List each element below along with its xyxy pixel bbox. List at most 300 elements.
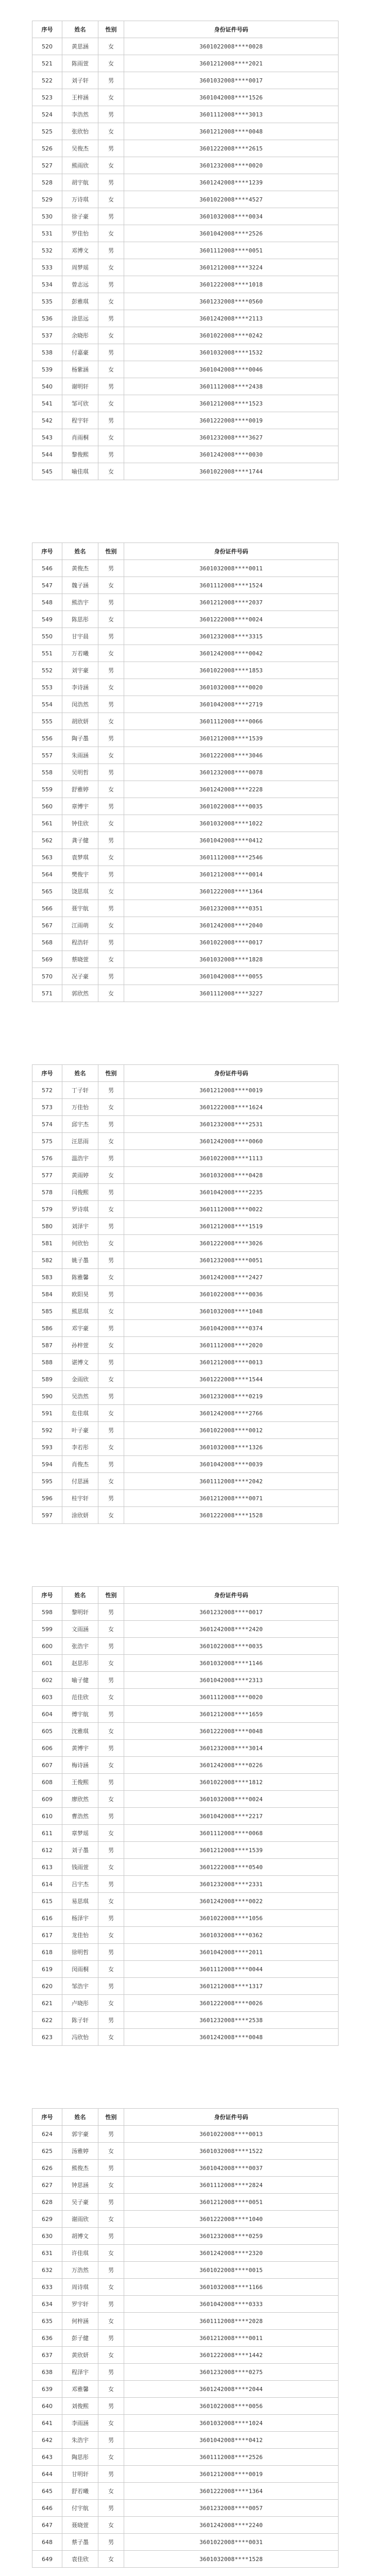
table-row [32,764,339,781]
cell-id-number: 3601242008****0030 [124,446,339,463]
cell-gender: 男 [98,174,124,191]
cell-id-number: 3601222008****0019 [124,412,339,429]
cell-index: 562 [32,832,62,849]
cell-name: 陶子墨 [62,730,98,747]
table-row [32,1774,339,1791]
cell-gender: 男 [98,310,124,327]
cell-gender: 女 [98,577,124,594]
cell-gender: 男 [98,1638,124,1655]
cell-index: 620 [32,1978,62,1995]
cell-gender: 女 [98,611,124,628]
roster-table [32,543,339,1002]
cell-id-number: 3601212008****1519 [124,1218,339,1235]
cell-name: 叶子豪 [62,1422,98,1439]
table-row [32,2415,339,2432]
cell-name: 范佳欣 [62,1689,98,1706]
cell-index: 626 [32,2160,62,2177]
cell-name: 黎俊熙 [62,446,98,463]
table-row [32,1893,339,1910]
cell-id-number: 3601212008****2037 [124,594,339,611]
cell-gender: 女 [98,917,124,934]
cell-index: 537 [32,327,62,344]
table-row [32,849,339,866]
cell-index: 605 [32,1723,62,1740]
table-row [32,2551,339,2568]
cell-name: 熊雨欣 [62,157,98,174]
table-row [32,1116,339,1133]
table-row [32,1201,339,1218]
cell-id-number: 3601112008****2020 [124,1337,339,1354]
cell-index: 576 [32,1150,62,1167]
cell-name: 魏子涵 [62,577,98,594]
table-row [32,1604,339,1621]
cell-name: 程泽宇 [62,2364,98,2381]
cell-name: 廖欣然 [62,1791,98,1808]
cell-index: 555 [32,713,62,730]
cell-id-number: 3601032008****1048 [124,1303,339,1320]
cell-index: 636 [32,2330,62,2347]
table-row [32,1978,339,1995]
cell-index: 541 [32,395,62,412]
cell-id-number: 3601032008****0034 [124,208,339,225]
cell-name: 袁佳欣 [62,2551,98,2568]
cell-name: 梅诗涵 [62,1757,98,1774]
cell-index: 628 [32,2194,62,2211]
cell-gender: 男 [98,560,124,577]
cell-gender: 女 [98,38,124,55]
cell-id-number: 3601042008****2313 [124,1672,339,1689]
cell-index: 569 [32,951,62,968]
cell-name: 曹浩然 [62,1808,98,1825]
table-row [32,191,339,208]
table-row [32,1388,339,1405]
cell-gender: 男 [98,1910,124,1927]
table-row [32,2228,339,2245]
cell-name: 章梦瑶 [62,1825,98,1842]
cell-index: 604 [32,1706,62,1723]
cell-gender: 男 [98,594,124,611]
table-row [32,1354,339,1371]
cell-gender: 女 [98,1473,124,1490]
cell-index: 581 [32,1235,62,1252]
cell-index: 571 [32,985,62,1002]
cell-id-number: 3601222008****1040 [124,2211,339,2228]
cell-gender: 女 [98,225,124,242]
cell-id-number: 3601212008****0048 [124,123,339,140]
cell-name: 闫俊熙 [62,1184,98,1201]
cell-id-number: 3601042008****2235 [124,1184,339,1201]
table-row [32,2029,339,2046]
cell-name: 赵思彤 [62,1655,98,1672]
table-header-row [32,2109,339,2126]
table-row [32,934,339,951]
cell-name: 熊浩宇 [62,594,98,611]
cell-gender: 男 [98,2398,124,2415]
table-row [32,747,339,764]
cell-name: 陈子轩 [62,2012,98,2029]
table-header-row [32,543,339,560]
cell-name: 章博宇 [62,798,98,815]
cell-gender: 男 [98,1422,124,1439]
cell-gender: 男 [98,106,124,123]
cell-gender: 男 [98,1320,124,1337]
cell-name: 甘宇晨 [62,628,98,645]
cell-name: 黎明轩 [62,1604,98,1621]
cell-name: 丁子轩 [62,1082,98,1099]
cell-index: 584 [32,1286,62,1303]
table-row [32,594,339,611]
table-row [32,208,339,225]
cell-index: 623 [32,2029,62,2046]
cell-name: 孙梓萱 [62,1337,98,1354]
cell-index: 600 [32,1638,62,1655]
cell-name: 易思琪 [62,1893,98,1910]
cell-name: 喻子健 [62,1672,98,1689]
cell-gender: 女 [98,1371,124,1388]
table-row [32,1422,339,1439]
cell-id-number: 3601212008****0051 [124,2194,339,2211]
cell-index: 535 [32,293,62,310]
cell-gender: 女 [98,951,124,968]
cell-id-number: 3601242008****0042 [124,645,339,662]
cell-name: 陶思彤 [62,2449,98,2466]
table-row [32,310,339,327]
cell-name: 彭子健 [62,2330,98,2347]
cell-index: 559 [32,781,62,798]
cell-index: 549 [32,611,62,628]
cell-index: 644 [32,2466,62,2483]
cell-gender: 女 [98,1303,124,1320]
cell-index: 591 [32,1405,62,1422]
cell-name: 朱雨涵 [62,747,98,764]
cell-index: 635 [32,2313,62,2330]
cell-name: 胡欣妍 [62,713,98,730]
table-row [32,429,339,446]
table-row [32,1456,339,1473]
cell-gender: 男 [98,730,124,747]
cell-index: 544 [32,446,62,463]
cell-name: 喻佳琪 [62,463,98,480]
cell-name: 况子豪 [62,968,98,985]
cell-name: 付宇航 [62,2500,98,2517]
cell-id-number: 3601042008****0037 [124,2160,339,2177]
cell-id-number: 3601212008****1523 [124,395,339,412]
cell-name: 涂思远 [62,310,98,327]
cell-gender: 男 [98,2012,124,2029]
cell-index: 602 [32,1672,62,1689]
cell-gender: 男 [98,1672,124,1689]
cell-name: 黄俊杰 [62,560,98,577]
table-row [32,917,339,934]
cell-name: 刘宇豪 [62,662,98,679]
cell-index: 565 [32,883,62,900]
cell-name: 吴子豪 [62,2194,98,2211]
cell-gender: 女 [98,123,124,140]
cell-name: 李诗涵 [62,679,98,696]
cell-gender: 女 [98,1507,124,1524]
cell-id-number: 3601022008****0242 [124,327,339,344]
cell-name: 周梦瑶 [62,259,98,276]
cell-index: 525 [32,123,62,140]
cell-index: 548 [32,594,62,611]
cell-id-number: 3601232008****0219 [124,1388,339,1405]
cell-index: 638 [32,2364,62,2381]
cell-id-number: 3601242008****0226 [124,1757,339,1774]
cell-gender: 男 [98,412,124,429]
table-row [32,1439,339,1456]
cell-name: 罗诗琪 [62,1201,98,1218]
cell-name: 桂宇轩 [62,1490,98,1507]
cell-gender: 女 [98,1791,124,1808]
table-row [32,2012,339,2029]
cell-name: 王梓涵 [62,89,98,106]
cell-gender: 男 [98,1978,124,1995]
cell-id-number: 3601222008****3046 [124,747,339,764]
cell-id-number: 3601042008****1526 [124,89,339,106]
cell-gender: 男 [98,764,124,781]
cell-name: 龚子健 [62,832,98,849]
cell-name: 吴浩然 [62,1388,98,1405]
table-row [32,55,339,72]
cell-gender: 女 [98,2415,124,2432]
table-row [32,832,339,849]
cell-id-number: 3601032008****0017 [124,72,339,89]
cell-index: 536 [32,310,62,327]
cell-gender: 女 [98,679,124,696]
cell-index: 572 [32,1082,62,1099]
cell-name: 李雨涵 [62,2415,98,2432]
cell-index: 632 [32,2262,62,2279]
table-row [32,1337,339,1354]
cell-name: 徐明哲 [62,1944,98,1961]
cell-index: 560 [32,798,62,815]
cell-gender: 女 [98,645,124,662]
cell-name: 谢明轩 [62,378,98,395]
cell-gender: 女 [98,1235,124,1252]
cell-gender: 女 [98,157,124,174]
cell-index: 630 [32,2228,62,2245]
cell-id-number: 3601232008****0017 [124,1604,339,1621]
header-index: 序号 [32,1065,62,1082]
cell-id-number: 3601032008****1528 [124,2551,339,2568]
cell-id-number: 3601232008****3627 [124,429,339,446]
table-row [32,157,339,174]
table-row [32,1910,339,1927]
cell-gender: 女 [98,815,124,832]
cell-name: 郭宇豪 [62,2126,98,2143]
cell-name: 程宇轩 [62,412,98,429]
cell-gender: 男 [98,2228,124,2245]
cell-id-number: 3601042008****0055 [124,968,339,985]
cell-index: 582 [32,1252,62,1269]
cell-gender: 女 [98,1723,124,1740]
cell-gender: 女 [98,1405,124,1422]
cell-name: 邹可欣 [62,395,98,412]
table-row [32,2364,339,2381]
cell-index: 622 [32,2012,62,2029]
cell-id-number: 3601112008****1524 [124,577,339,594]
table-row [32,815,339,832]
cell-index: 614 [32,1876,62,1893]
cell-id-number: 3601232008****0078 [124,764,339,781]
cell-id-number: 3601022008****1853 [124,662,339,679]
cell-name: 钟思涵 [62,2177,98,2194]
cell-index: 520 [32,38,62,55]
cell-name: 文雨涵 [62,1621,98,1638]
table-row [32,883,339,900]
cell-name: 付思涵 [62,1473,98,1490]
cell-name: 危佳琪 [62,1405,98,1422]
cell-index: 553 [32,679,62,696]
table-row [32,1320,339,1337]
cell-index: 522 [32,72,62,89]
cell-id-number: 3601222008****1528 [124,1507,339,1524]
cell-id-number: 3601112008****3013 [124,106,339,123]
cell-name: 谌博文 [62,1354,98,1371]
cell-gender: 男 [98,1150,124,1167]
cell-gender: 女 [98,1439,124,1456]
cell-index: 545 [32,463,62,480]
cell-name: 曾志远 [62,276,98,293]
cell-gender: 女 [98,2517,124,2534]
cell-id-number: 3601222008****1364 [124,2483,339,2500]
cell-id-number: 3601032008****0020 [124,679,339,696]
cell-index: 603 [32,1689,62,1706]
cell-name: 陈雨萱 [62,55,98,72]
table-row [32,1621,339,1638]
cell-gender: 女 [98,1859,124,1876]
cell-name: 刘子轩 [62,72,98,89]
cell-gender: 女 [98,361,124,378]
cell-id-number: 3601032008****1522 [124,2143,339,2160]
cell-name: 刘泽宇 [62,1218,98,1235]
cell-id-number: 3601112008****2824 [124,2177,339,2194]
cell-index: 561 [32,815,62,832]
cell-id-number: 3601112008****2546 [124,849,339,866]
table-row [32,361,339,378]
header-gender: 性别 [98,21,124,38]
cell-index: 529 [32,191,62,208]
cell-name: 涂欣妍 [62,1507,98,1524]
cell-id-number: 3601222008****0026 [124,1995,339,2012]
cell-name: 邹浩宇 [62,1978,98,1995]
table-row [32,72,339,89]
cell-gender: 女 [98,2313,124,2330]
cell-name: 罗佳怡 [62,225,98,242]
cell-index: 521 [32,55,62,72]
cell-gender: 男 [98,140,124,157]
cell-id-number: 3601032008****1326 [124,1439,339,1456]
table-row [32,242,339,259]
cell-index: 588 [32,1354,62,1371]
cell-id-number: 3601022008****0012 [124,1422,339,1439]
cell-id-number: 3601242008****2040 [124,917,339,934]
header-id-number: 身份证件号码 [124,1065,339,1082]
cell-name: 邓博文 [62,242,98,259]
table-row [32,679,339,696]
cell-gender: 女 [98,1757,124,1774]
table-row [32,174,339,191]
cell-name: 傅宇航 [62,1706,98,1723]
cell-id-number: 3601242008****0022 [124,1893,339,1910]
cell-gender: 男 [98,968,124,985]
cell-name: 余晓彤 [62,327,98,344]
cell-gender: 女 [98,1655,124,1672]
table-row [32,2449,339,2466]
cell-name: 郭欣然 [62,985,98,1002]
cell-gender: 男 [98,1604,124,1621]
cell-index: 586 [32,1320,62,1337]
roster-table [32,21,339,480]
table-row [32,2143,339,2160]
cell-index: 596 [32,1490,62,1507]
cell-index: 593 [32,1439,62,1456]
table-row [32,1723,339,1740]
cell-name: 万浩然 [62,2262,98,2279]
cell-gender: 男 [98,1842,124,1859]
cell-name: 刘子墨 [62,1842,98,1859]
cell-id-number: 3601222008****0024 [124,611,339,628]
table-row [32,446,339,463]
cell-index: 546 [32,560,62,577]
cell-index: 558 [32,764,62,781]
table-header-row [32,1587,339,1604]
table-row [32,1286,339,1303]
cell-name: 邓雅馨 [62,2381,98,2398]
table-row [32,951,339,968]
cell-id-number: 3601222008****2615 [124,140,339,157]
table-row [32,2313,339,2330]
cell-id-number: 3601042008****0333 [124,2296,339,2313]
header-index: 序号 [32,2109,62,2126]
cell-gender: 男 [98,696,124,713]
table-row [32,713,339,730]
table-row [32,1655,339,1672]
cell-id-number: 3601242008****2427 [124,1269,339,1286]
cell-name: 徐子豪 [62,208,98,225]
cell-index: 618 [32,1944,62,1961]
cell-gender: 女 [98,2551,124,2568]
cell-id-number: 3601212008****0013 [124,1354,339,1371]
cell-index: 585 [32,1303,62,1320]
cell-id-number: 3601242008****1239 [124,174,339,191]
cell-index: 589 [32,1371,62,1388]
cell-gender: 男 [98,2466,124,2483]
cell-name: 吕宇杰 [62,1876,98,1893]
cell-index: 619 [32,1961,62,1978]
table-row [32,985,339,1002]
cell-name: 何梓涵 [62,2313,98,2330]
table-row [32,2262,339,2279]
table-row [32,1184,339,1201]
cell-index: 617 [32,1927,62,1944]
cell-index: 542 [32,412,62,429]
cell-index: 615 [32,1893,62,1910]
cell-index: 567 [32,917,62,934]
cell-gender: 男 [98,1876,124,1893]
cell-gender: 男 [98,1354,124,1371]
cell-gender: 男 [98,1286,124,1303]
cell-gender: 男 [98,832,124,849]
cell-name: 陈雅馨 [62,1269,98,1286]
header-name: 姓名 [62,1065,98,1082]
cell-name: 胡宇航 [62,174,98,191]
cell-id-number: 3601032008****1828 [124,951,339,968]
cell-index: 570 [32,968,62,985]
cell-gender: 女 [98,259,124,276]
cell-index: 539 [32,361,62,378]
cell-id-number: 3601022008****4527 [124,191,339,208]
